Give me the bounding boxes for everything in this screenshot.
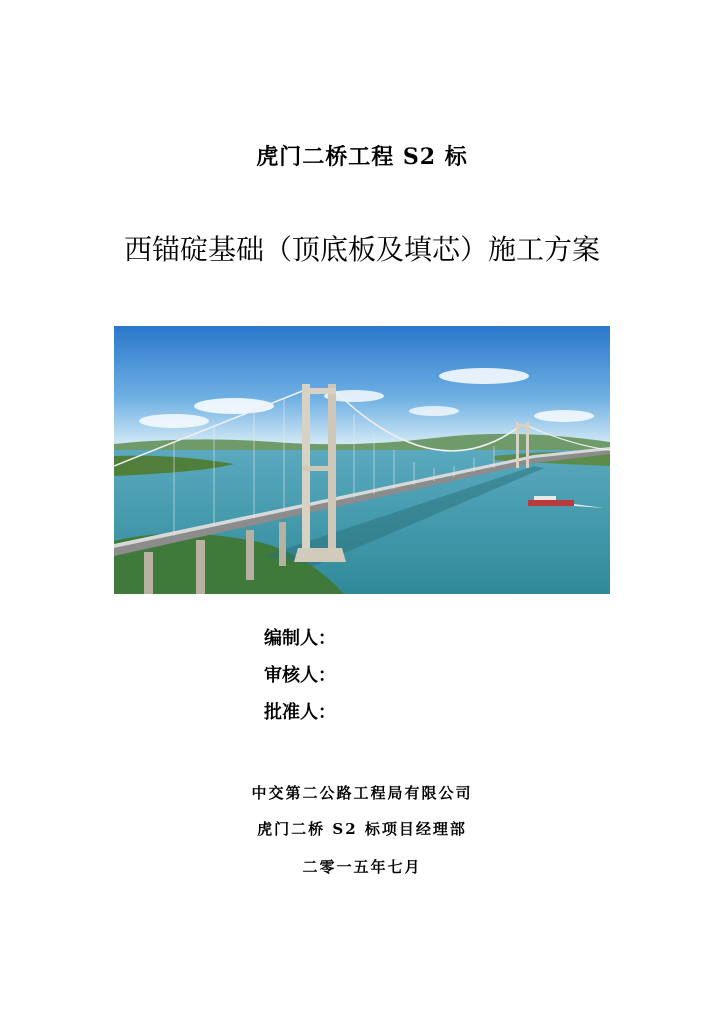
project-department: 虎门二桥 S2 标项目经理部	[257, 820, 467, 838]
document-date: 二零一五年七月	[302, 858, 422, 876]
reviewed-by-label: 审核人：	[264, 665, 336, 686]
compiled-by-label: 编制人：	[264, 628, 336, 649]
company-name: 中交第二公路工程局有限公司	[251, 784, 473, 802]
bridge-cover-image	[114, 326, 610, 594]
approved-by-label: 批准人：	[264, 702, 336, 723]
document-title: 西锚碇基础（顶底板及填芯）施工方案	[123, 233, 600, 266]
project-title: 虎门二桥工程 S2 标	[256, 144, 468, 170]
signature-block	[264, 628, 336, 739]
